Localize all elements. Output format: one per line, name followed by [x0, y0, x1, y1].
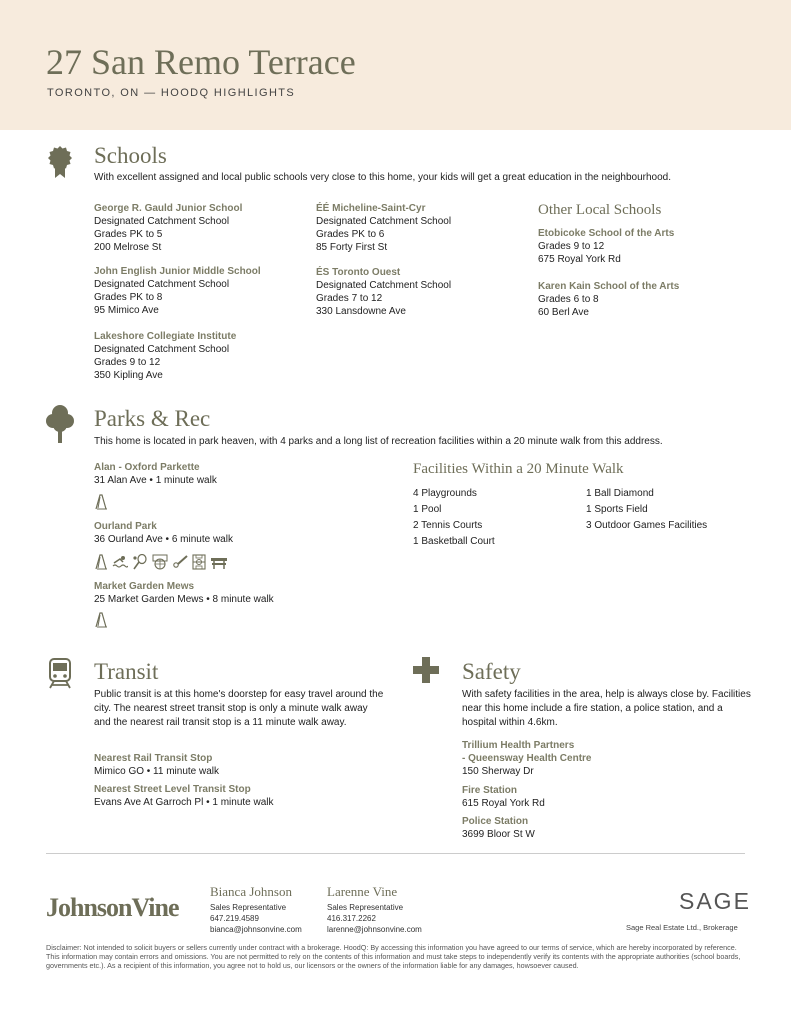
transit-item-name: Nearest Street Level Transit Stop [94, 784, 251, 795]
tennis-icon [132, 554, 148, 570]
park-detail: 31 Alan Ave • 1 minute walk [94, 475, 217, 486]
facilities-title: Facilities Within a 20 Minute Walk [413, 461, 624, 477]
transit-item-name: Nearest Rail Transit Stop [94, 753, 213, 764]
transit-item-detail: Mimico GO • 11 minute walk [94, 766, 220, 777]
page-title: 27 San Remo Terrace [46, 42, 356, 82]
safety-item [462, 739, 591, 778]
park-name: Market Garden Mews [94, 581, 195, 592]
brokerage-name: Sage Real Estate Ltd., Brokerage [626, 923, 738, 932]
agent-name: Larenne Vine [327, 884, 398, 899]
school-name: Karen Kain School of the Arts [538, 281, 680, 292]
school-line: 200 Melrose St [94, 242, 162, 253]
safety-item-name: Fire Station [462, 785, 518, 796]
playground-icon [94, 554, 108, 570]
school-line: Grades 6 to 8 [538, 294, 599, 305]
safety-description: With safety facilities in the area, help is always close by. Facilities near this home include a fire station, a police station, and a hospital within 4.6km. [462, 689, 751, 728]
baseball-icon [172, 554, 188, 570]
other-schools-title: Other Local Schools [538, 202, 662, 218]
facility-item: 1 Pool [413, 504, 442, 515]
school-line: Grades 9 to 12 [94, 357, 161, 368]
pool-icon [112, 554, 128, 570]
park-amenities [94, 612, 108, 628]
facility-item: 4 Playgrounds [413, 488, 477, 499]
sports-field-icon [192, 554, 206, 570]
transit-section-title: Transit [94, 659, 159, 684]
sage-logo: SAGE [679, 888, 751, 914]
transit-description: Public transit is at this home's doorstep for easy travel around the city. The nearest street transit stop is only a minute walk away and the nearest rail transit stop is a 11 minute walk away. [94, 689, 384, 728]
school-item [538, 280, 679, 319]
school-line: Designated Catchment School [316, 216, 452, 227]
agent-phone: 647.219.4589 [210, 914, 259, 923]
footer-divider [46, 853, 745, 854]
playground-icon [94, 612, 108, 628]
facilities-list [586, 486, 707, 534]
transit-item-detail: Evans Ave At Garroch Pl • 1 minute walk [94, 797, 274, 808]
johnsonvine-logo: JohnsonVine [46, 893, 179, 922]
school-line: Grades PK to 5 [94, 229, 163, 240]
parks-section-title: Parks & Rec [94, 406, 211, 431]
basketball-icon [152, 554, 168, 570]
school-line: Designated Catchment School [316, 280, 452, 291]
playground-icon [94, 494, 108, 510]
park-name: Alan - Oxford Parkette [94, 462, 200, 473]
school-name: ÉÉ Micheline-Saint-Cyr [316, 203, 426, 214]
train-icon [47, 657, 73, 689]
safety-item [462, 815, 535, 841]
school-line: 60 Berl Ave [538, 307, 589, 318]
school-item [94, 265, 261, 317]
school-item [316, 266, 451, 318]
school-name: ÉS Toronto Ouest [316, 267, 401, 278]
safety-item-name: Police Station [462, 816, 529, 827]
page-subtitle: TORONTO, ON — HOODQ HIGHLIGHTS [47, 87, 296, 99]
school-name: John English Junior Middle School [94, 266, 261, 277]
park-amenities [94, 554, 228, 570]
school-line: 675 Royal York Rd [538, 254, 621, 265]
medical-cross-icon [413, 657, 439, 683]
agent-role: Sales Representative [327, 903, 404, 912]
school-name: Etobicoke School of the Arts [538, 228, 675, 239]
park-detail: 25 Market Garden Mews • 8 minute walk [94, 594, 274, 605]
park-detail: 36 Ourland Ave • 6 minute walk [94, 534, 233, 545]
hospital-name: - Queensway Health Centre [462, 753, 592, 764]
school-line: 350 Kipling Ave [94, 370, 163, 381]
park-amenities [94, 494, 108, 510]
hospital-name: Trillium Health Partners [462, 740, 575, 751]
school-line: Grades PK to 6 [316, 229, 385, 240]
school-item [94, 202, 242, 254]
facility-item: 1 Basketball Court [413, 536, 495, 547]
agent-role: Sales Representative [210, 903, 287, 912]
agent-card [327, 884, 422, 935]
facility-item: 2 Tennis Courts [413, 520, 483, 531]
school-name: Lakeshore Collegiate Institute [94, 331, 237, 342]
school-line: 85 Forty First St [316, 242, 388, 253]
school-line: Grades 7 to 12 [316, 293, 383, 304]
facility-item: 1 Sports Field [586, 504, 648, 515]
transit-item [94, 783, 274, 809]
agent-email: bianca@johnsonvine.com [210, 925, 302, 934]
facility-item: 1 Ball Diamond [586, 488, 654, 499]
agent-phone: 416.317.2262 [327, 914, 376, 923]
facility-item: 3 Outdoor Games Facilities [586, 520, 708, 531]
school-line: 95 Mimico Ave [94, 305, 159, 316]
school-item [538, 227, 674, 266]
disclaimer: Disclaimer: Not intended to solicit buyers or sellers currently under contract with a brokerage. HoodQ: By accessing this information you have agreed to our terms of service, which are hereby incorporated by reference. This information may contain errors and omissions. You are not permitted to rely on the contents of this information and must take steps to independently verify its contents with the appropriate authorities (school boards, governments etc.). As a recipient of this information, you agree not to hold us, our licensors or the owners of the information liable for any damages, howsoever caused. [46, 943, 741, 970]
agent-email: larenne@johnsonvine.com [327, 925, 422, 934]
transit-item [94, 752, 219, 778]
ribbon-badge-icon [47, 145, 73, 179]
park-name: Ourland Park [94, 521, 157, 532]
park-item [94, 580, 274, 606]
safety-item-detail: 3699 Bloor St W [462, 829, 535, 840]
safety-item-detail: 615 Royal York Rd [462, 798, 545, 809]
agent-name: Bianca Johnson [210, 884, 292, 899]
safety-item [462, 784, 545, 810]
school-name: George R. Gauld Junior School [94, 203, 243, 214]
tree-icon [46, 404, 74, 444]
park-item [94, 520, 233, 546]
parks-description: This home is located in park heaven, with 4 parks and a long list of recreation facilities within a 20 minute walk from this address. [94, 436, 663, 447]
school-line: Grades 9 to 12 [538, 241, 605, 252]
school-item [94, 330, 236, 382]
schools-description: With excellent assigned and local public schools very close to this home, your kids will get a great education in the neighbourhood. [94, 172, 671, 183]
school-item [316, 202, 451, 254]
safety-section-title: Safety [462, 659, 521, 684]
schools-section-title: Schools [94, 143, 167, 168]
school-line: 330 Lansdowne Ave [316, 306, 406, 317]
school-line: Grades PK to 8 [94, 292, 163, 303]
school-line: Designated Catchment School [94, 344, 230, 355]
facilities-list [413, 486, 495, 550]
park-item [94, 461, 217, 487]
picnic-table-icon [210, 554, 228, 570]
agent-card [210, 884, 302, 935]
school-line: Designated Catchment School [94, 279, 230, 290]
hospital-address: 150 Sherway Dr [462, 766, 534, 777]
school-line: Designated Catchment School [94, 216, 230, 227]
